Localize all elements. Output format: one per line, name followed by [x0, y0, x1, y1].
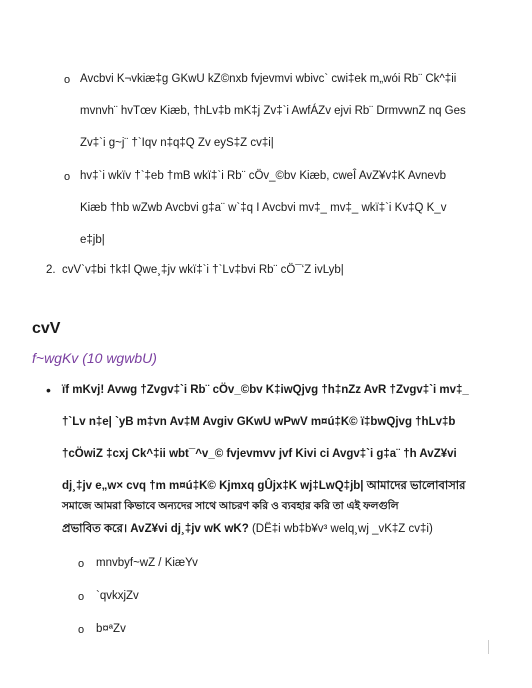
sub-bullet-marker: o [78, 558, 85, 570]
bullet-marker: • [46, 382, 51, 398]
paragraph-text: AvZ¥vi dj¸‡jv wK wK? [127, 523, 249, 535]
paragraph-note: (DË‡i wb‡b¥v³ welq¸wj _vK‡Z cv‡i) [248, 523, 433, 535]
page-edge-marker [488, 640, 489, 654]
bullet-marker: o [64, 171, 71, 183]
section-subheading: f~wgKv (10 wgwbU) [32, 350, 157, 366]
paragraph-line: Kiæb †hb wZwb Avcbvi g‡a¨ w`‡q I Avcbvi mv‡_ mv‡_ wkï‡`i Kv‡Q K_v [80, 202, 447, 214]
sub-bullet-marker: o [78, 591, 85, 603]
paragraph-line: ïf mKvj! Avwg †Zvgv‡`i Rb¨ cÖv_©bv K‡iwQjvg †h‡nZz AvR †Zvgv‡`i mv‡_ [62, 384, 469, 396]
paragraph-line: Avcbvi K¬vkiæ‡g GKwU kZ©nxb fvjevmvi wbivc` cwi‡ek m„wói Rb¨ Ck^‡ii [80, 73, 457, 85]
bengali-line: সমাজে আমরা কিভাবে অন্যদের সাথে আচরণ করি ও ব্যবহার করি তা এই ফলগুলি [62, 500, 399, 512]
paragraph-line [62, 522, 433, 536]
paragraph-line: e‡jb| [80, 234, 105, 246]
list-item: b¤ªZv [96, 623, 126, 635]
list-item: `qvkxjZv [96, 590, 139, 602]
paragraph-line: †`Lv n‡e| `yB m‡vn Av‡M Avgiv GKwU wPwV m¤ú‡K© ï‡bwQjvg †hLv‡b [62, 416, 456, 428]
bullet-marker: o [64, 74, 71, 86]
paragraph-line: †cÖwiZ ‡cxj Ck^‡ii wbt¯^v_© fvjevmvv jvf Kivi ci Avgv‡`i g‡a¨ †h AvZ¥vi [62, 448, 457, 460]
bengali-text: প্রভাবিত করে। [62, 523, 128, 535]
section-heading: cvV [32, 320, 61, 337]
paragraph-line: cvV`v‡bi †k‡l Qwe¸‡jv wkï‡`i †`Lv‡bvi Rb¨ cÖ¯‘Z ivLyb| [62, 264, 344, 276]
paragraph-line: Zv‡`i g~j¨ †`Iqv n‡q‡Q Zv eyS‡Z cv‡i| [80, 137, 274, 149]
bengali-text: আমাদের ভালোবাসার [363, 480, 466, 492]
paragraph-line: hv‡`i wkïv †`‡eb †mB wkï‡`i Rb¨ cÖv_©bv Kiæb, cweÎ AvZ¥v‡K Avnevb [80, 170, 446, 182]
list-number: 2. [46, 264, 56, 276]
list-item: mnvbyf~wZ / KiæYv [96, 557, 198, 569]
paragraph-text: dj¸‡jv e„w× cvq †m m¤ú‡K© Kjmxq gÛjx‡K wj‡LwQ‡jb| [62, 480, 364, 492]
paragraph-line: mvnvh¨ hvTœv Kiæb, †hLv‡b mK‡j Zv‡`i AwfÁZv ejvi Rb¨ DrmvwnZ nq Ges [80, 105, 466, 117]
paragraph-line [62, 479, 465, 493]
sub-bullet-marker: o [78, 624, 85, 636]
